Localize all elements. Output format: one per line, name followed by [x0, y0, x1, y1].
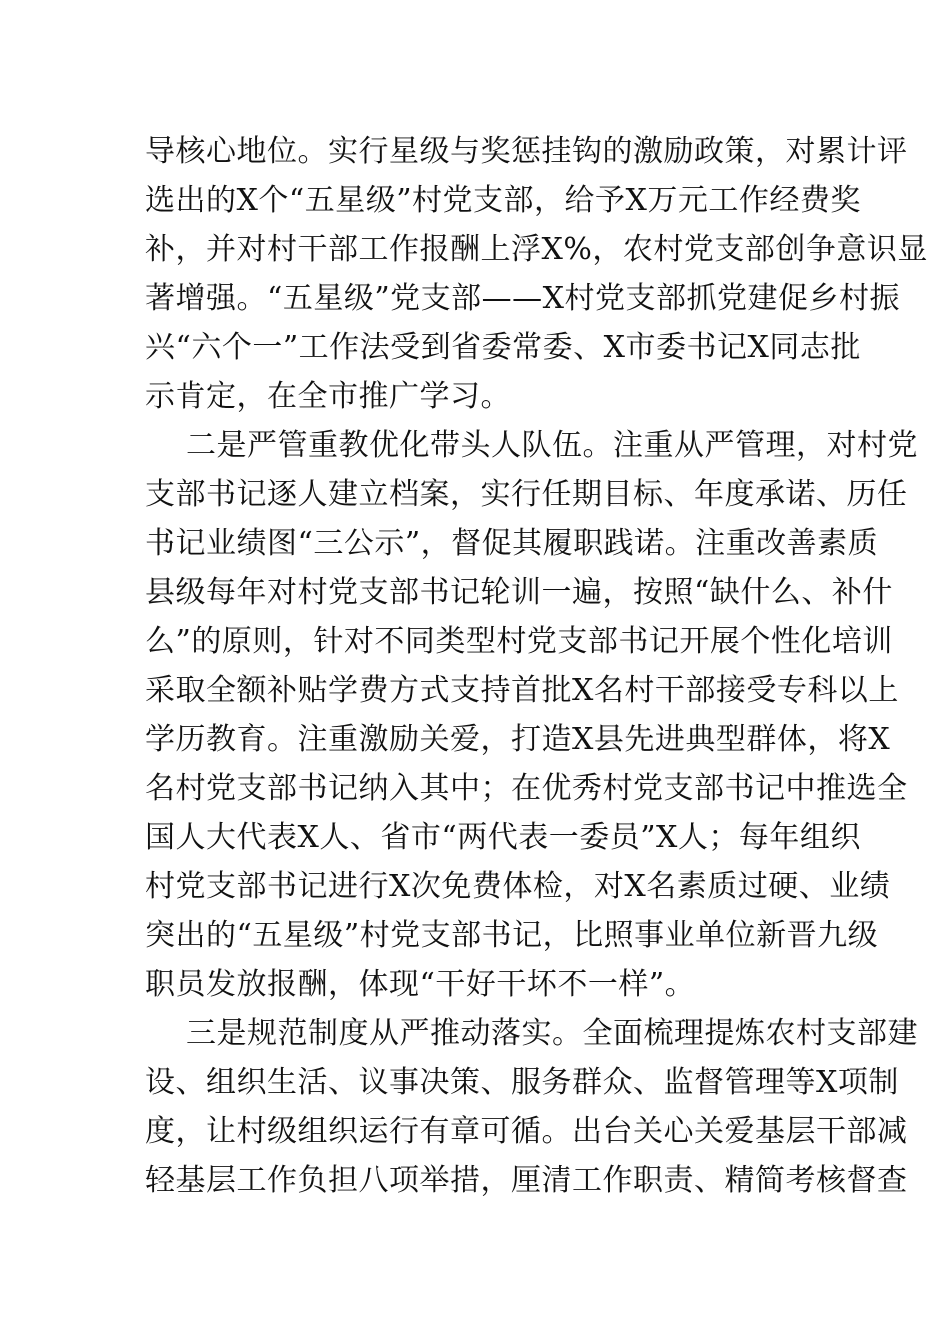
text-line: 书记业绩图“三公示”，督促其履职践诺。注重改善素质: [145, 526, 879, 561]
text-line: 村党支部书记进行X次免费体检，对X名素质过硬、业绩: [145, 869, 891, 904]
text-line: 么”的原则，针对不同类型村党支部书记开展个性化培训: [145, 624, 893, 659]
text-line: 职员发放报酬，体现“干好干坏不一样”。: [145, 967, 696, 1002]
text-line: 兴“六个一”工作法受到省委常委、X市委书记X同志批: [145, 330, 861, 365]
text-line: 示肯定，在全市推广学习。: [145, 379, 511, 414]
text-line: 采取全额补贴学费方式支持首批X名村干部接受专科以上: [145, 673, 899, 708]
text-line: 县级每年对村党支部书记轮训一遍，按照“缺什么、补什: [145, 575, 893, 610]
paragraph-2: [145, 421, 918, 1009]
text-line: 轻基层工作负担八项举措，厘清工作职责、精简考核督查: [145, 1163, 908, 1198]
text-line: 度，让村级组织运行有章可循。出台关心关爱基层干部减: [145, 1114, 908, 1149]
text-line: 二是严管重教优化带头人队伍。注重从严管理，对村党: [186, 428, 918, 463]
text-line: 设、组织生活、议事决策、服务群众、监督管理等X项制: [145, 1065, 899, 1100]
text-line: 三是规范制度从严推动落实。全面梳理提炼农村支部建: [186, 1016, 918, 1051]
text-line: 突出的“五星级”村党支部书记，比照事业单位新晋九级: [145, 918, 879, 953]
text-line: 学历教育。注重激励关爱，打造X县先进典型群体，将X: [145, 722, 891, 757]
text-line: 选出的X个“五星级”村党支部，给予X万元工作经费奖: [145, 183, 861, 218]
text-line: 支部书记逐人建立档案，实行任期目标、年度承诺、历任: [145, 477, 908, 512]
text-line: 名村党支部书记纳入其中；在优秀村党支部书记中推选全: [145, 771, 908, 806]
text-line: 国人大代表X人、省市“两代表一委员”X人；每年组织: [145, 820, 861, 855]
text-line: 导核心地位。实行星级与奖惩挂钩的激励政策，对累计评: [145, 134, 908, 169]
text-line: 著增强。“五星级”党支部——X村党支部抓党建促乡村振: [145, 281, 901, 316]
paragraph-3: [145, 1009, 918, 1205]
document-body: [145, 127, 928, 1205]
text-line: 补，并对村干部工作报酬上浮X%，农村党支部创争意识显: [145, 232, 928, 267]
paragraph-1: [145, 127, 928, 421]
